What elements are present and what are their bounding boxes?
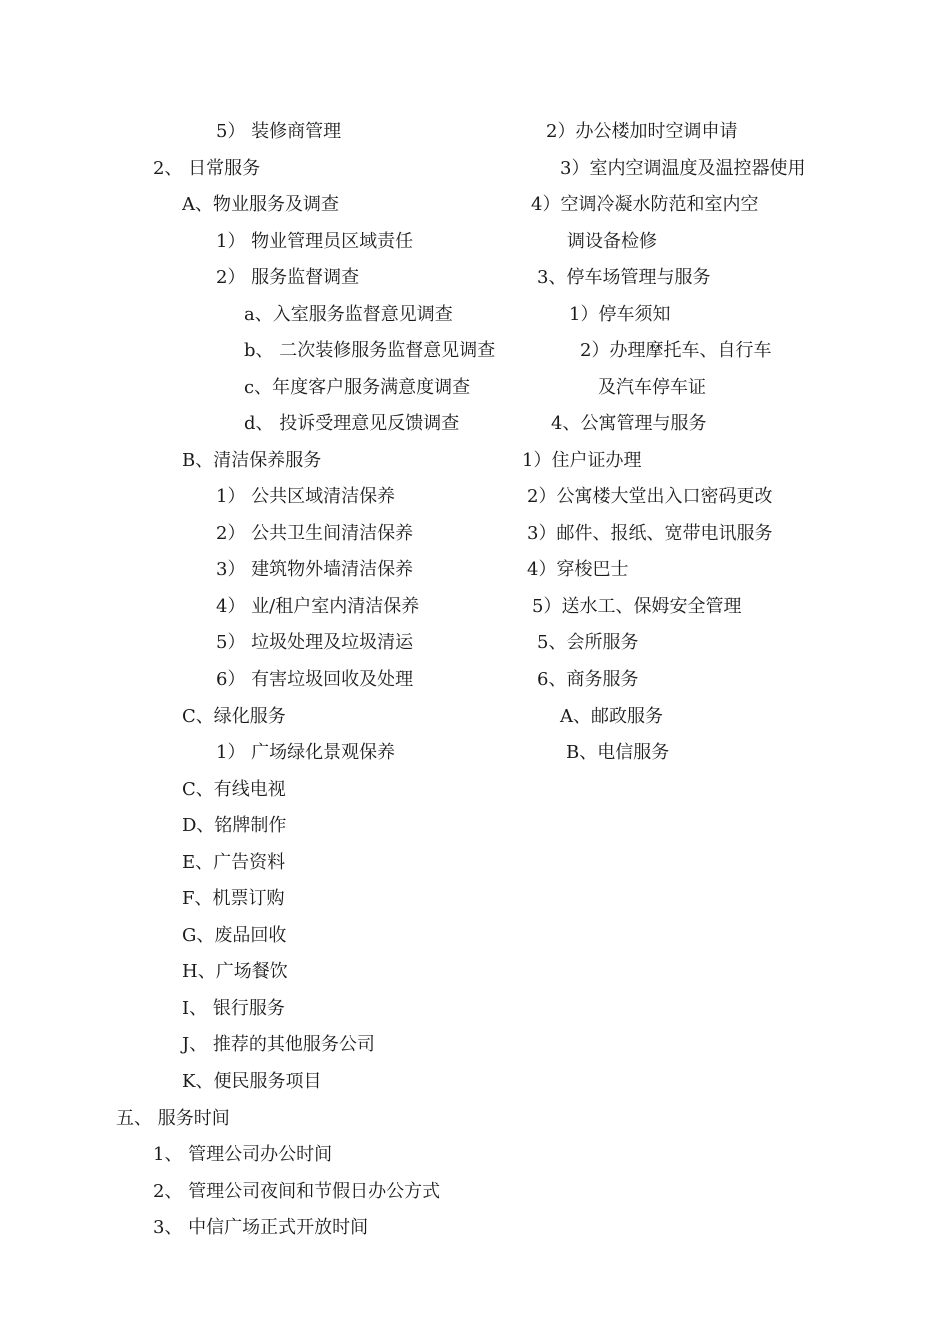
outline-item: A、邮政服务: [560, 706, 663, 727]
outline-item: 3）室内空调温度及温控器使用: [560, 158, 806, 179]
outline-item: 1） 公共区域清洁保养: [216, 486, 396, 507]
outline-item: 6、商务服务: [537, 669, 639, 690]
outline-item: c、年度客户服务满意度调查: [244, 377, 471, 398]
outline-item: 4） 业/租户室内清洁保养: [216, 596, 420, 617]
outline-item: 2） 公共卫生间清洁保养: [216, 523, 414, 544]
outline-item: 5）送水工、保姆安全管理: [532, 596, 742, 617]
outline-item: 1）停车须知: [569, 304, 671, 325]
outline-item: 调设备检修: [567, 231, 657, 252]
outline-item: A、物业服务及调查: [182, 194, 339, 215]
outline-item: 2）公寓楼大堂出入口密码更改: [527, 486, 773, 507]
outline-item: 5） 装修商管理: [216, 121, 342, 142]
outline-item: G、废品回收: [182, 925, 287, 946]
outline-item: b、 二次装修服务监督意见调查: [244, 340, 496, 361]
outline-item: a、入室服务监督意见调查: [244, 304, 453, 325]
outline-item: 2）办公楼加时空调申请: [546, 121, 738, 142]
outline-item: 1） 广场绿化景观保养: [216, 742, 396, 763]
outline-item: 1）住户证办理: [522, 450, 642, 471]
outline-item: 1、 管理公司办公时间: [153, 1144, 333, 1165]
outline-item: 5） 垃圾处理及垃圾清运: [216, 632, 414, 653]
outline-item: 4）穿梭巴士: [527, 559, 629, 580]
outline-item: 5、会所服务: [537, 632, 639, 653]
outline-item: E、广告资料: [182, 852, 286, 873]
outline-item: 2） 服务监督调查: [216, 267, 360, 288]
outline-item: 4、公寓管理与服务: [551, 413, 707, 434]
outline-item: 3、停车场管理与服务: [537, 267, 711, 288]
outline-item: 4）空调冷凝水防范和室内空: [531, 194, 759, 215]
outline-item: K、便民服务项目: [182, 1071, 322, 1092]
outline-item: 3） 建筑物外墙清洁保养: [216, 559, 414, 580]
outline-item: 2、 管理公司夜间和节假日办公方式: [153, 1181, 441, 1202]
outline-item: F、机票订购: [182, 888, 285, 909]
outline-item: 6） 有害垃圾回收及处理: [216, 669, 414, 690]
outline-item: 3、 中信广场正式开放时间: [153, 1217, 369, 1238]
outline-item: 及汽车停车证: [598, 377, 706, 398]
outline-item: C、有线电视: [182, 779, 286, 800]
outline-item: C、绿化服务: [182, 706, 286, 727]
outline-item: J、 推荐的其他服务公司: [182, 1034, 375, 1055]
outline-item: 2、 日常服务: [153, 158, 261, 179]
outline-item: 2）办理摩托车、自行车: [580, 340, 772, 361]
outline-item: I、 银行服务: [182, 998, 285, 1019]
outline-item: 3）邮件、报纸、宽带电讯服务: [527, 523, 773, 544]
outline-item: B、电信服务: [566, 742, 670, 763]
outline-item: 1） 物业管理员区域责任: [216, 231, 414, 252]
section-heading: 五、 服务时间: [116, 1108, 230, 1129]
outline-item: d、 投诉受理意见反馈调查: [244, 413, 460, 434]
outline-item: D、铭牌制作: [182, 815, 287, 836]
outline-item: H、广场餐饮: [182, 961, 288, 982]
outline-item: B、清洁保养服务: [182, 450, 322, 471]
